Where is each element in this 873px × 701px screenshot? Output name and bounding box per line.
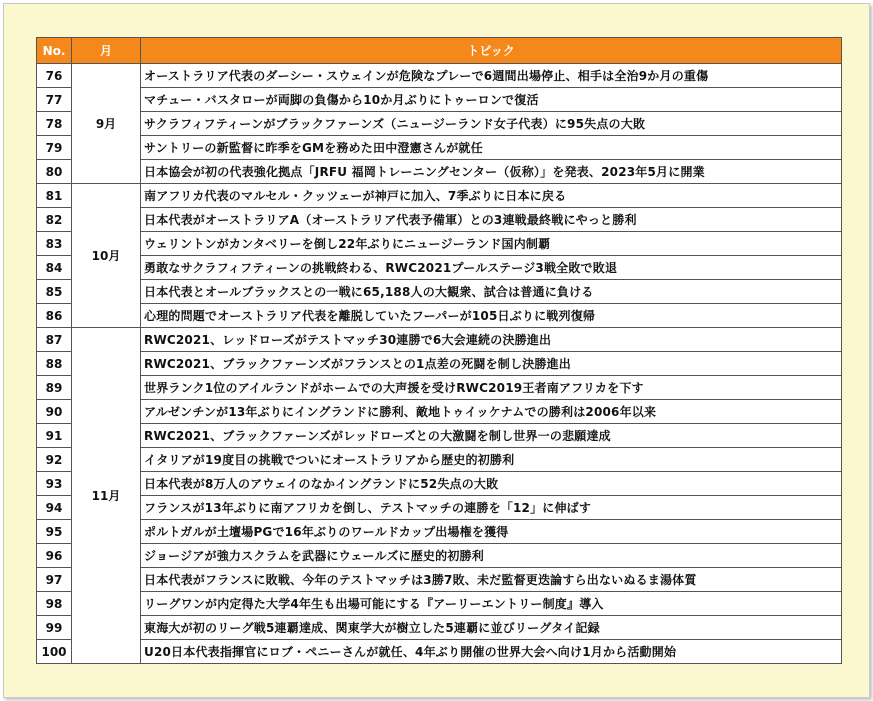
topic-text: 勇敢なサクラフィフティーンの挑戦終わる、RWC2021プールステージ3戦全敗で敗退: [141, 256, 842, 280]
row-number: 82: [37, 208, 72, 232]
row-number: 84: [37, 256, 72, 280]
topic-text: ウェリントンがカンタベリーを倒し22年ぶりにニュージーランド国内制覇: [141, 232, 842, 256]
topics-table: [36, 37, 842, 664]
table-row: [37, 592, 842, 616]
topic-text: 心理的問題でオーストラリア代表を離脱していたフーパーが105日ぶりに戦列復帰: [141, 304, 842, 328]
table-row: [37, 448, 842, 472]
month-cell: 9月: [72, 64, 141, 184]
row-number: 94: [37, 496, 72, 520]
table-row: [37, 376, 842, 400]
table-row: [37, 256, 842, 280]
row-number: 79: [37, 136, 72, 160]
row-number: 77: [37, 88, 72, 112]
month-cell: 10月: [72, 184, 141, 328]
row-number: 92: [37, 448, 72, 472]
topic-text: RWC2021、ブラックファーンズがフランスとの1点差の死闘を制し決勝進出: [141, 352, 842, 376]
table-row: [37, 232, 842, 256]
table-row: [37, 616, 842, 640]
row-number: 96: [37, 544, 72, 568]
topic-text: リーグワンが内定得た大学4年生も出場可能にする『アーリーエントリー制度』導入: [141, 592, 842, 616]
table-row: [37, 400, 842, 424]
row-number: 89: [37, 376, 72, 400]
topic-text: 東海大が初のリーグ戦5連覇達成、関東学大が樹立した5連覇に並びリーグタイ記録: [141, 616, 842, 640]
table-row: [37, 136, 842, 160]
header-no: No.: [37, 38, 72, 64]
topic-text: ポルトガルが土壇場PGで16年ぶりのワールドカップ出場権を獲得: [141, 520, 842, 544]
row-number: 98: [37, 592, 72, 616]
topic-text: ジョージアが強力スクラムを武器にウェールズに歴史的初勝利: [141, 544, 842, 568]
topic-text: RWC2021、ブラックファーンズがレッドローズとの大激闘を制し世界一の悲願達成: [141, 424, 842, 448]
table-row: [37, 424, 842, 448]
row-number: 90: [37, 400, 72, 424]
topic-text: オーストラリア代表のダーシー・スウェインが危険なプレーで6週間出場停止、相手は全治9か月の重傷: [141, 64, 842, 88]
topic-text: 日本代表がオーストラリアA（オーストラリア代表予備軍）との3連戦最終戦にやっと勝利: [141, 208, 842, 232]
row-number: 95: [37, 520, 72, 544]
table-row: [37, 352, 842, 376]
topic-text: 日本協会が初の代表強化拠点「JRFU 福岡トレーニングセンター（仮称）」を発表、2023年5月に開業: [141, 160, 842, 184]
table-header-row: [37, 38, 842, 64]
row-number: 87: [37, 328, 72, 352]
table-row: [37, 544, 842, 568]
table-row: [37, 112, 842, 136]
table-row: [37, 328, 842, 352]
row-number: 91: [37, 424, 72, 448]
table-row: [37, 568, 842, 592]
header-month: 月: [72, 38, 141, 64]
row-number: 83: [37, 232, 72, 256]
topic-text: イタリアが19度目の挑戦でついにオーストラリアから歴史的初勝利: [141, 448, 842, 472]
topic-text: RWC2021、レッドローズがテストマッチ30連勝で6大会連続の決勝進出: [141, 328, 842, 352]
topic-text: 世界ランク1位のアイルランドがホームでの大声援を受けRWC2019王者南アフリカを下す: [141, 376, 842, 400]
row-number: 85: [37, 280, 72, 304]
page-frame: [3, 3, 870, 698]
table-body: [37, 64, 842, 664]
table-row: [37, 208, 842, 232]
row-number: 100: [37, 640, 72, 664]
topic-text: 日本代表がフランスに敗戦、今年のテストマッチは3勝7敗、未だ監督更迭論すら出ないぬるま湯体質: [141, 568, 842, 592]
month-cell: 11月: [72, 328, 141, 664]
topic-text: サクラフィフティーンがブラックファーンズ（ニュージーランド女子代表）に95失点の大敗: [141, 112, 842, 136]
table-row: [37, 184, 842, 208]
row-number: 80: [37, 160, 72, 184]
row-number: 93: [37, 472, 72, 496]
table-row: [37, 160, 842, 184]
topic-text: U20日本代表指揮官にロブ・ペニーさんが就任、4年ぶり開催の世界大会へ向け1月から活動開始: [141, 640, 842, 664]
row-number: 86: [37, 304, 72, 328]
topic-text: 日本代表が8万人のアウェイのなかイングランドに52失点の大敗: [141, 472, 842, 496]
row-number: 97: [37, 568, 72, 592]
table-row: [37, 280, 842, 304]
header-topic: トピック: [141, 38, 842, 64]
table-row: [37, 472, 842, 496]
topic-text: アルゼンチンが13年ぶりにイングランドに勝利、敵地トゥイッケナムでの勝利は2006年以来: [141, 400, 842, 424]
table-row: [37, 640, 842, 664]
topic-text: 南アフリカ代表のマルセル・クッツェーが神戸に加入、7季ぶりに日本に戻る: [141, 184, 842, 208]
topic-text: 日本代表とオールブラックスとの一戦に65,188人の大観衆、試合は普通に負ける: [141, 280, 842, 304]
table-row: [37, 88, 842, 112]
row-number: 81: [37, 184, 72, 208]
row-number: 88: [37, 352, 72, 376]
row-number: 99: [37, 616, 72, 640]
table-row: [37, 64, 842, 88]
row-number: 78: [37, 112, 72, 136]
topic-text: マチュー・バスタローが両脚の負傷から10か月ぶりにトゥーロンで復活: [141, 88, 842, 112]
row-number: 76: [37, 64, 72, 88]
table-row: [37, 304, 842, 328]
topic-text: フランスが13年ぶりに南アフリカを倒し、テストマッチの連勝を「12」に伸ばす: [141, 496, 842, 520]
table-row: [37, 520, 842, 544]
topic-text: サントリーの新監督に昨季をGMを務めた田中澄憲さんが就任: [141, 136, 842, 160]
table-row: [37, 496, 842, 520]
